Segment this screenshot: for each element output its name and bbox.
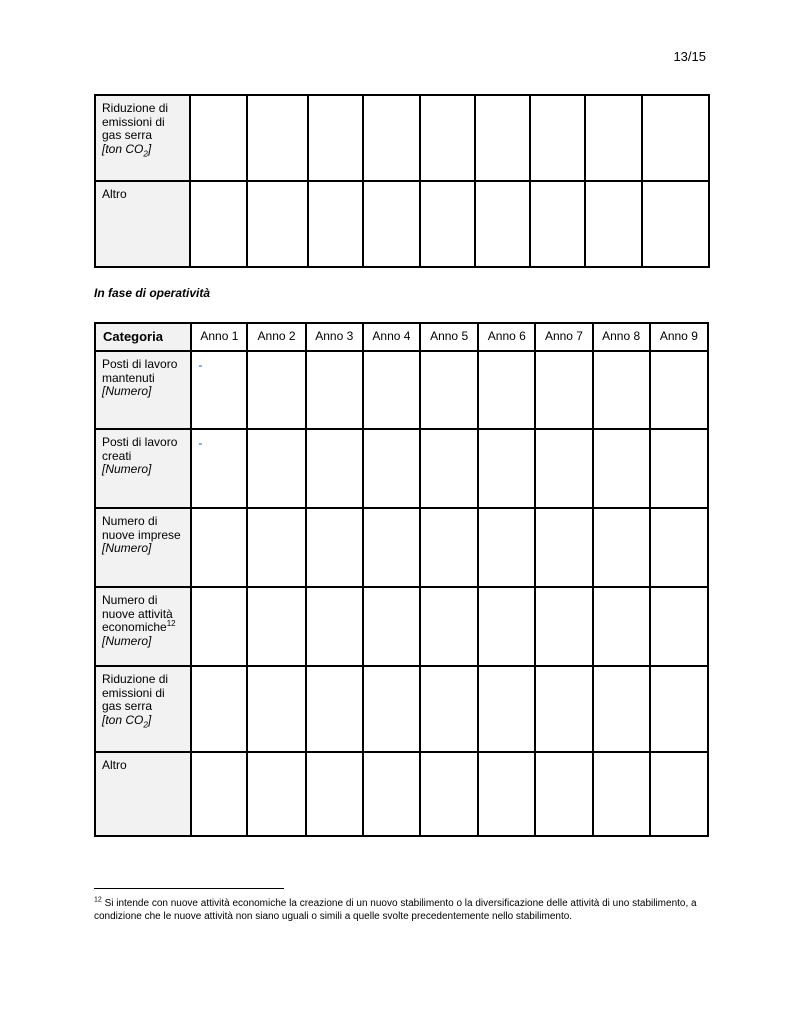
data-cell[interactable]: [247, 587, 305, 666]
data-cell[interactable]: [420, 95, 475, 181]
footnote-number: 12: [94, 896, 102, 904]
header-row: [95, 323, 708, 351]
table-row: [95, 429, 708, 508]
category-label: Posti di lavoro mantenuti: [102, 357, 178, 385]
category-unit: [ton $CO_2$]: [102, 712, 152, 729]
data-cell[interactable]: [535, 351, 592, 429]
category-unit: [ton $CO_2$]: [102, 141, 152, 158]
column-header-year: Anno 6: [478, 323, 535, 351]
data-cell[interactable]: [535, 666, 592, 752]
data-cell[interactable]: [650, 508, 708, 587]
column-header-year: Anno 8: [593, 323, 650, 351]
data-cell[interactable]: [593, 429, 650, 508]
category-cell: [95, 587, 191, 666]
data-cell[interactable]: [306, 351, 363, 429]
category-cell: [95, 95, 190, 181]
column-header-category: Categoria: [95, 323, 191, 351]
data-cell[interactable]: [650, 429, 708, 508]
data-cell[interactable]: [190, 181, 247, 267]
data-cell[interactable]: [247, 429, 305, 508]
data-cell[interactable]: [535, 508, 592, 587]
data-cell[interactable]: [420, 181, 475, 267]
data-cell[interactable]: -: [191, 351, 247, 429]
column-header-year: Anno 5: [420, 323, 478, 351]
data-cell[interactable]: [420, 429, 478, 508]
data-cell[interactable]: [650, 587, 708, 666]
table-row: [95, 587, 708, 666]
column-header-year: Anno 2: [247, 323, 305, 351]
data-cell[interactable]: [593, 752, 650, 836]
page-number: 13/15: [673, 49, 706, 64]
data-cell[interactable]: [363, 351, 420, 429]
data-cell[interactable]: [306, 752, 363, 836]
category-cell: [95, 429, 191, 508]
data-cell[interactable]: [478, 752, 535, 836]
data-cell[interactable]: [306, 666, 363, 752]
data-cell[interactable]: [478, 351, 535, 429]
data-cell[interactable]: [593, 587, 650, 666]
column-header-year: Anno 4: [363, 323, 420, 351]
footnote-separator: [94, 888, 284, 889]
footnote-reference[interactable]: 12: [166, 619, 176, 628]
data-cell[interactable]: [535, 752, 592, 836]
data-cell[interactable]: [191, 587, 247, 666]
category-unit: [Numero]: [102, 633, 152, 648]
data-cell[interactable]: [363, 752, 420, 836]
column-header-year: Anno 1: [191, 323, 247, 351]
category-label: Posti di lavoro creati: [102, 435, 178, 463]
category-unit: [Numero]: [102, 384, 152, 398]
table-row: [95, 95, 709, 181]
category-label: Altro: [102, 187, 127, 201]
data-cell[interactable]: [535, 429, 592, 508]
data-cell[interactable]: [363, 181, 420, 267]
data-cell[interactable]: [247, 508, 305, 587]
data-cell[interactable]: [475, 181, 530, 267]
section-title: In fase di operatività: [94, 286, 211, 300]
data-cell[interactable]: [363, 587, 420, 666]
data-cell[interactable]: [650, 752, 708, 836]
table-row: [95, 351, 708, 429]
column-header-year: Anno 9: [650, 323, 708, 351]
data-cell[interactable]: [363, 429, 420, 508]
table-row: [95, 752, 708, 836]
data-cell[interactable]: [478, 587, 535, 666]
data-cell[interactable]: [191, 508, 247, 587]
category-label: Riduzione di emissioni di gas serra: [102, 101, 169, 142]
data-cell[interactable]: [190, 95, 247, 181]
data-cell[interactable]: [535, 587, 592, 666]
category-cell: [95, 666, 191, 752]
table-row: [95, 508, 708, 587]
data-cell[interactable]: [478, 666, 535, 752]
data-cell[interactable]: [642, 95, 709, 181]
data-cell[interactable]: [247, 95, 308, 181]
data-cell[interactable]: [306, 508, 363, 587]
data-cell[interactable]: [585, 95, 642, 181]
data-cell[interactable]: [191, 752, 247, 836]
data-cell[interactable]: [530, 181, 585, 267]
column-header-year: Anno 7: [535, 323, 592, 351]
data-cell[interactable]: [530, 95, 585, 181]
category-cell: [95, 351, 191, 429]
category-label: Numero di nuove imprese: [102, 514, 181, 542]
footnote-text: Si intende con nuove attività economiche la creazione di un nuovo stabilimento o la diversificazione delle attività di uno stabilimento, a condizione che le nuove attività non siano uguali o simili a quelle svolte precedentemente nello stabilimento.: [94, 898, 697, 922]
data-cell[interactable]: [420, 587, 478, 666]
data-cell[interactable]: [306, 429, 363, 508]
category-label: Numero di nuove attività economiche: [102, 593, 173, 634]
data-cell[interactable]: [593, 508, 650, 587]
column-header-year: Anno 3: [306, 323, 363, 351]
footnote: [94, 898, 714, 923]
category-unit: [Numero]: [102, 462, 152, 476]
data-cell[interactable]: [420, 752, 478, 836]
category-unit: [Numero]: [102, 541, 152, 555]
data-cell[interactable]: [363, 508, 420, 587]
data-cell[interactable]: [247, 666, 305, 752]
data-cell[interactable]: [363, 666, 420, 752]
data-cell[interactable]: [247, 752, 305, 836]
data-cell[interactable]: [650, 666, 708, 752]
data-cell[interactable]: [593, 351, 650, 429]
data-cell[interactable]: [247, 351, 305, 429]
data-cell[interactable]: [650, 351, 708, 429]
data-cell[interactable]: [420, 351, 478, 429]
data-cell[interactable]: [308, 95, 363, 181]
category-cell: [95, 508, 191, 587]
category-label: Riduzione di emissioni di gas serra: [102, 672, 169, 713]
table-row: [95, 666, 708, 752]
table-row: [95, 181, 709, 267]
data-cell[interactable]: [420, 508, 478, 587]
data-cell[interactable]: [306, 587, 363, 666]
operativity-table: [94, 322, 709, 837]
data-cell[interactable]: [478, 429, 535, 508]
data-cell[interactable]: -: [191, 429, 247, 508]
category-label: Altro: [102, 758, 127, 772]
data-cell[interactable]: [420, 666, 478, 752]
data-cell[interactable]: [593, 666, 650, 752]
data-cell[interactable]: [642, 181, 709, 267]
data-cell[interactable]: [247, 181, 308, 267]
data-cell[interactable]: [585, 181, 642, 267]
emissions-continuation-table: [94, 94, 710, 268]
data-cell[interactable]: [191, 666, 247, 752]
data-cell[interactable]: [478, 508, 535, 587]
category-cell: [95, 752, 191, 836]
data-cell[interactable]: [308, 181, 363, 267]
data-cell[interactable]: [363, 95, 420, 181]
data-cell[interactable]: [475, 95, 530, 181]
category-cell: [95, 181, 190, 267]
